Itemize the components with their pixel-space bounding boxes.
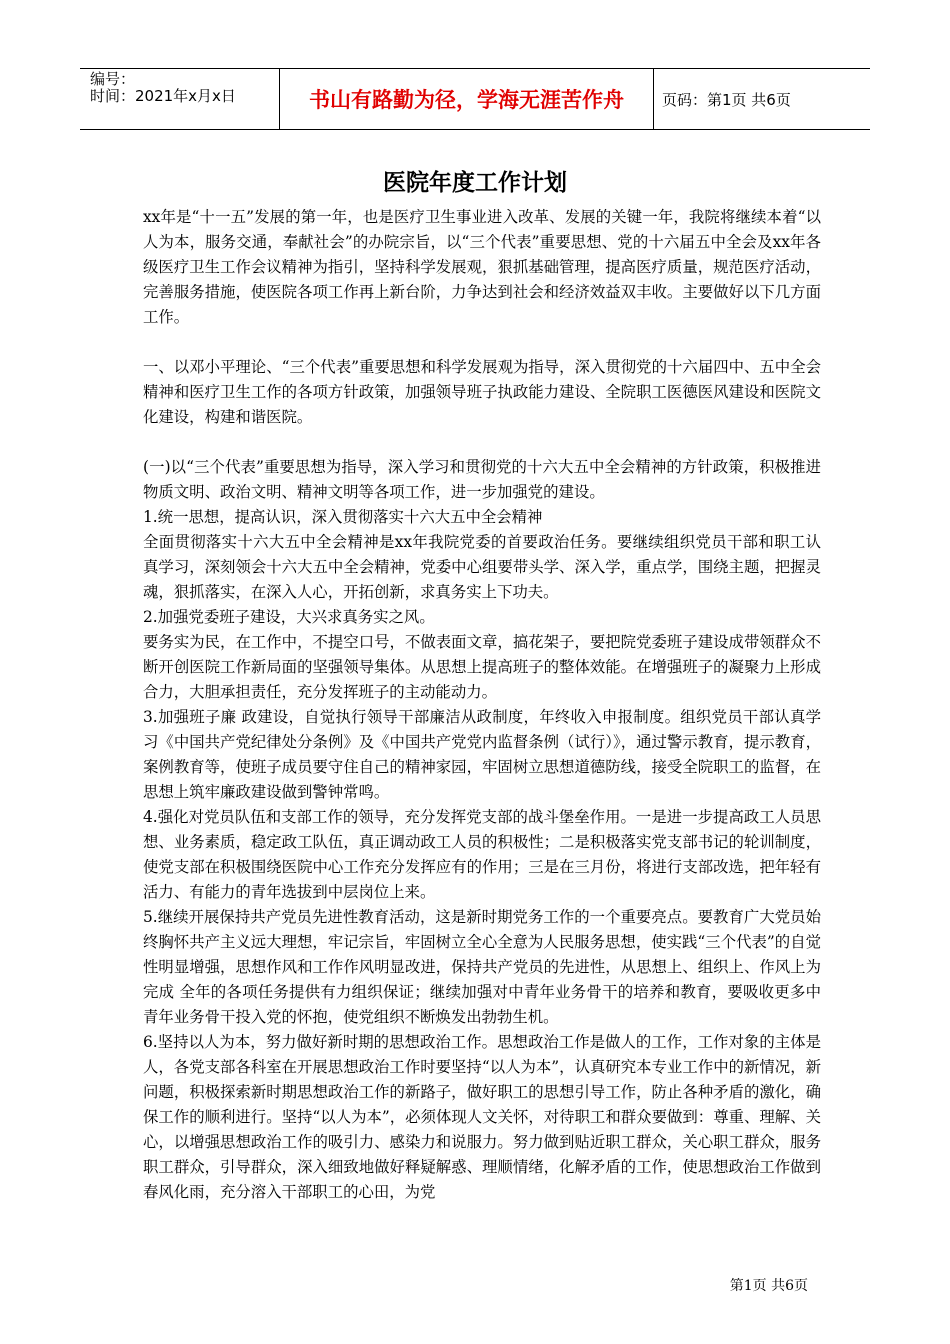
paragraph: xx年是“十一五”发展的第一年，也是医疗卫生事业进入改革、发展的关键一年，我院将继续本着“以人为本，服务交通，奉献社会”的办院宗旨，以“三个代表”重要思想、党的十六届五中全会及xx年各级医疗卫生工作会议精神为指引，坚持科学发展观，狠抓基础管理，提高医疗质量，规范医疗活动，完善服务措施，使医院各项工作再上新台阶，力争达到社会和经济效益双丰收。主要做好以下几方面工作。 bbox=[143, 208, 821, 326]
paragraph: 一、以邓小平理论、“三个代表”重要思想和科学发展观为指导，深入贯彻党的十六届四中、五中全会精神和医疗卫生工作的各项方针政策，加强领导班子执政能力建设、全院职工医德医风建设和医院文化建设，构建和谐医院。 bbox=[143, 358, 821, 426]
paragraph: 3.加强班子廉 政建设，自觉执行领导干部廉洁从政制度，年终收入申报制度。组织党员干部认真学习《中国共产党纪律处分条例》及《中国共产党党内监督条例（试行）》，通过警示教育，提示教育，案例教育等，使班子成员要守住自己的精神家园，牢固树立思想道德防线，接受全院职工的监督，在思想上筑牢廉政建设做到警钟常鸣。 bbox=[143, 708, 821, 801]
document-date: 时间：2021年x月x日 bbox=[90, 87, 236, 105]
header-page-info: 页码：第1页 共6页 bbox=[662, 90, 791, 109]
paragraph: 全面贯彻落实十六大五中全会精神是xx年我院党委的首要政治任务。要继续组织党员干部和职工认真学习，深刻领会十六大五中全会精神，党委中心组要带头学、深入学，重点学，围绕主题，把握灵魂，狠抓落实，在深入人心，开拓创新，求真务实上下功夫。 bbox=[143, 533, 821, 601]
section-one bbox=[143, 355, 821, 430]
paragraph: 6.坚持以人为本，努力做好新时期的思想政治工作。思想政治工作是做人的工作，工作对象的主体是人，各党支部各科室在开展思想政治工作时要坚持“以人为本”，认真研究本专业工作中的新情况，新问题，积极探索新时期思想政治工作的新路子，做好职工的思想引导工作，防止各种矛盾的激化，确保工作的顺利进行。坚持“以人为本”，必须体现人文关怀，对待职工和群众要做到：尊重、理解、关心，以增强思想政治工作的吸引力、感染力和说服力。努力做到贴近职工群众，关心职工群众，服务职工群众，引导群众，深入细致地做好释疑解惑、理顺情绪，化解矛盾的工作，使思想政治工作做到春风化雨，充分溶入干部职工的心田，为党 bbox=[143, 1033, 821, 1201]
page-footer: 第1页 共6页 bbox=[729, 1278, 808, 1294]
section-content bbox=[143, 455, 821, 1205]
paragraph: 要务实为民，在工作中，不提空口号，不做表面文章，搞花架子，要把院党委班子建设成带领群众不断开创医院工作新局面的坚强领导集体。从思想上提高班子的整体效能。在增强班子的凝聚力上形成合力，大胆承担责任，充分发挥班子的主动能动力。 bbox=[143, 633, 821, 701]
paragraph: 4.强化对党员队伍和支部工作的领导，充分发挥党支部的战斗堡垒作用。一是进一步提高政工人员思想、业务素质，稳定政工队伍，真正调动政工人员的积极性；二是积极落实党支部书记的轮训制度，使党支部在积极围绕医院中心工作充分发挥应有的作用；三是在三月份，将进行支部改选，把年轻有活力、有能力的青年选拔到中层岗位上来。 bbox=[143, 808, 821, 901]
document-number-label: 编号： bbox=[90, 70, 136, 88]
document-title: 医院年度工作计划 bbox=[383, 170, 567, 196]
header-motto: 书山有路勤为径，学海无涯苦作舟 bbox=[280, 69, 654, 129]
header-meta bbox=[80, 69, 280, 129]
paragraph-intro bbox=[143, 205, 821, 330]
paragraph: 1.统一思想，提高认识，深入贯彻落实十六大五中全会精神 bbox=[143, 508, 543, 526]
paragraph: (一)以“三个代表”重要思想为指导，深入学习和贯彻党的十六大五中全会精神的方针政策，积极推进物质文明、政治文明、精神文明等各项工作，进一步加强党的建设。 bbox=[143, 458, 821, 501]
paragraph: 5.继续开展保持共产党员先进性教育活动，这是新时期党务工作的一个重要亮点。要教育广大党员始终胸怀共产主义远大理想，牢记宗旨，牢固树立全心全意为人民服务思想，使实践“三个代表”的自觉性明显增强，思想作风和工作作风明显改进，保持共产党员的先进性，从思想上、组织上、作风上为完成 全年的各项任务提供有力组织保证；继续加强对中青年业务骨干的培养和教育，要吸收更多中青年业务骨干投入党的怀抱，使党组织不断焕发出勃勃生机。 bbox=[143, 908, 821, 1026]
paragraph: 2.加强党委班子建设，大兴求真务实之风。 bbox=[143, 608, 435, 626]
page-header bbox=[80, 68, 870, 130]
